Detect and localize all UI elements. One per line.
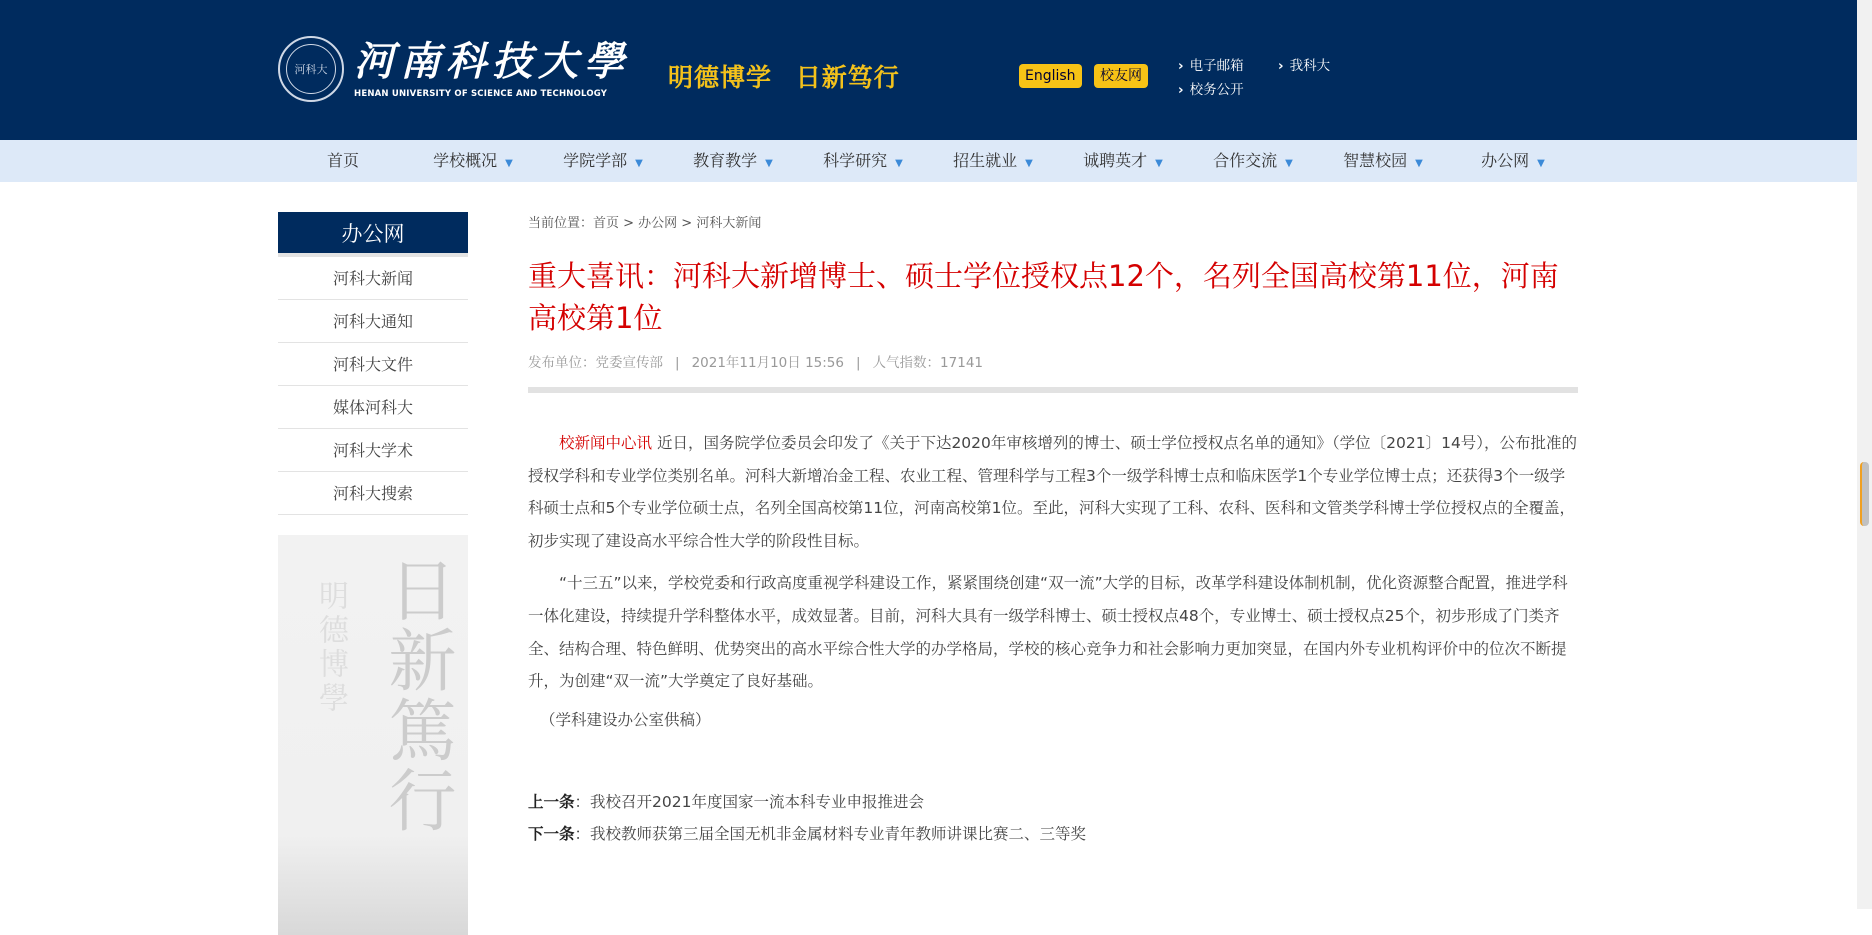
nav-item-label: 诚聘英才 [1083,151,1148,170]
site-header [0,0,1857,140]
nav-item[interactable] [278,140,408,182]
page-scrollbar[interactable] [1857,0,1872,909]
scrollbar-thumb[interactable] [1860,462,1869,526]
nav-item[interactable] [668,140,798,182]
paragraph-text: 近日，国务院学位委员会印发了《关于下达2020年审核增列的博士、硕士学位授权点名单的通知》（学位〔2021〕14号），公布批准的授权学科和专业学位类别名单。河科大新增冶金工程、农业工程、管理科学与工程3个一级学科博士点和临床医学1个专业学位博士点；还获得3个一级学科硕士点和5个专业学位硕士点，名列全国高校第11位，河南高校第1位。至此，河科大实现了工科、农科、医科和文管类学科博士学位授权点的全覆盖，初步实现了建设高水平综合性大学的阶段性目标。 [528,434,1578,550]
chevron-down-icon: ▼ [1415,158,1423,169]
alumni-button[interactable]: 校友网 [1094,64,1148,88]
prev-label: 上一条 [528,792,575,811]
nav-item[interactable] [1318,140,1448,182]
motto: 明德博学 日新笃行 [668,63,900,92]
paragraph [528,427,1578,557]
publisher: 发布单位：党委宣传部 [528,355,663,371]
nav-item[interactable] [1448,140,1578,182]
chevron-down-icon: ▼ [765,158,773,169]
university-seal-icon [278,36,344,102]
english-button[interactable]: English [1019,64,1082,88]
nav-item-label: 招生就业 [953,151,1018,170]
motto-banner-image [278,535,468,935]
next-label: 下一条 [528,824,575,843]
nav-item[interactable] [408,140,538,182]
my-hkd-link[interactable]: › 我科大 [1278,54,1330,74]
prev-title[interactable]: ：我校召开2021年度国家一流本科专业申报推进会 [574,792,924,811]
divider [528,387,1578,393]
nav-item-label: 办公网 [1481,151,1530,170]
chevron-down-icon: ▼ [1537,158,1545,169]
next-title[interactable]: ：我校教师获第三届全国无机非金属材料专业青年教师讲课比赛二、三等奖 [574,824,1087,843]
view-count: 人气指数：17141 [872,355,983,371]
article [528,212,1578,850]
nav-item-label: 学院学部 [563,151,628,170]
chevron-down-icon: ▼ [635,158,643,169]
nav-item[interactable] [1188,140,1318,182]
email-link[interactable]: › 电子邮箱 [1178,54,1244,74]
sidebar [278,212,468,935]
breadcrumb: 当前位置：首页 > 办公网 > 河科大新闻 [528,216,762,231]
article-title: 重大喜讯：河科大新增博士、硕士学位授权点12个，名列全国高校第11位，河南高校第1位 [528,259,1559,335]
sidebar-item[interactable]: 河科大学术 [278,429,468,472]
nav-item-label: 首页 [326,151,359,170]
prev-next-nav [528,786,1578,850]
nav-item-label: 学校概况 [433,151,498,170]
public-affairs-link[interactable]: › 校务公开 [1178,78,1244,98]
sidebar-item[interactable]: 媒体河科大 [278,386,468,429]
sidebar-item[interactable]: 河科大通知 [278,300,468,343]
banner-small-text: 明德博學 [313,580,348,716]
sidebar-item[interactable]: 河科大文件 [278,343,468,386]
sidebar-item[interactable]: 河科大搜索 [278,472,468,515]
news-source: 校新闻中心讯 [559,434,653,452]
chevron-down-icon: ▼ [505,158,513,169]
banner-big-text: 日新篤行 [377,555,456,835]
nav-item[interactable] [538,140,668,182]
nav-item[interactable] [1058,140,1188,182]
article-credit: （学科建设办公室供稿） [540,710,711,729]
chevron-down-icon: ▼ [895,158,903,169]
chevron-down-icon: ▼ [1285,158,1293,169]
main-nav [0,140,1857,182]
next-article-link[interactable] [528,818,1578,850]
chevron-down-icon: ▼ [1155,158,1163,169]
article-meta: 发布单位：党委宣传部 | 2021年11月10日 15:56 | 人气指数：17141 [528,355,983,371]
publish-date: 2021年11月10日 15:56 [691,355,844,371]
nav-item-label: 科学研究 [823,151,888,170]
seal-text: 河科大 [286,44,336,94]
chevron-down-icon: ▼ [1025,158,1033,169]
university-logo[interactable] [278,36,630,102]
sidebar-title: 办公网 [278,212,468,257]
nav-item-label: 智慧校园 [1343,151,1408,170]
sidebar-item[interactable]: 河科大新闻 [278,257,468,300]
nav-item[interactable] [798,140,928,182]
nav-item[interactable] [928,140,1058,182]
article-body [528,427,1578,698]
prev-article-link[interactable] [528,786,1578,818]
paragraph: “十三五”以来，学校党委和行政高度重视学科建设工作，紧紧围绕创建“双一流”大学的目标，改革学科建设体制机制，优化资源整合配置，推进学科一体化建设，持续提升学科整体水平，成效显著。目前，河科大具有一级学科博士、硕士授权点48个，专业博士、硕士授权点25个，初步形成了门类齐全、结构合理、特色鲜明、优势突出的高水平综合性大学的办学格局，学校的核心竞争力和社会影响力更加突显，在国内外专业机构评价中的位次不断提升，为创建“双一流”大学奠定了良好基础。 [528,574,1568,691]
logo-english-name: HENAN UNIVERSITY OF SCIENCE AND TECHNOLOGY [354,89,608,99]
nav-item-label: 教育教学 [693,151,758,170]
logo-chinese-name: 河南科技大學 [354,38,630,85]
nav-item-label: 合作交流 [1213,151,1278,170]
